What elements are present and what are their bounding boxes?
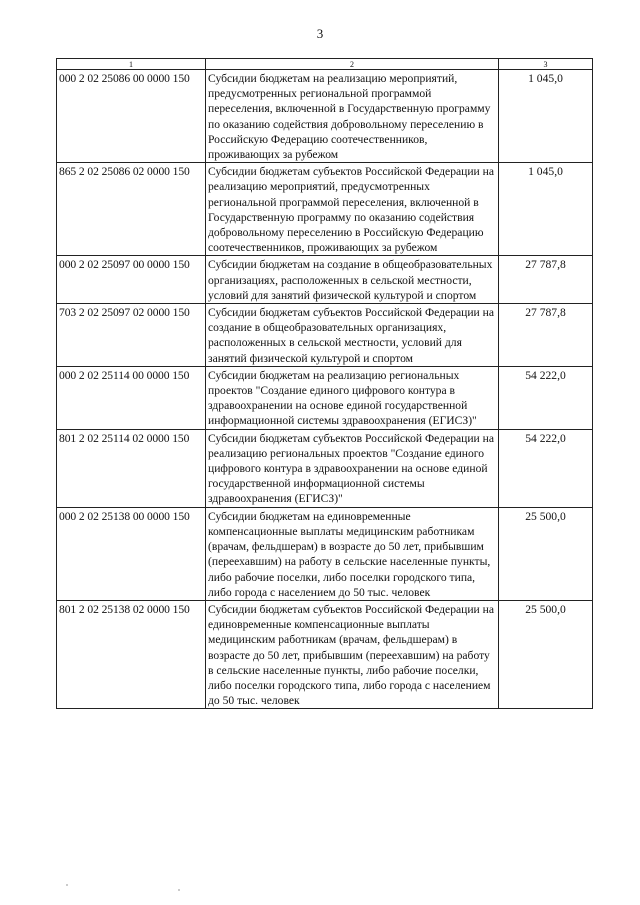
column-header-amount: 3 xyxy=(499,59,593,70)
row-description: Субсидии бюджетам на единовременные компенсационные выплаты медицинским работникам (врачам, фельдшерам) в возрасте до 50 лет, прибывшим (переехавшим) на работу в сельские населенные пункты, либо рабочие поселки, либо поселки городского типа, либо города с населением до 50 тыс. человек xyxy=(206,507,499,600)
row-description: Субсидии бюджетам субъектов Российской Федерации на единовременные компенсационные выплаты медицинским работникам (врачам, фельдшерам) в возрасте до 50 лет, прибывшим (переехавшим) на работу в сельские населенные пункты, либо рабочие поселки, либо поселки городского типа, либо города с населением до 50 тыс. человек xyxy=(206,600,499,708)
budget-table xyxy=(56,58,593,709)
table-row xyxy=(57,70,593,163)
column-header-code: 1 xyxy=(57,59,206,70)
row-amount: 27 787,8 xyxy=(499,304,593,367)
table-row xyxy=(57,163,593,256)
row-description: Субсидии бюджетам на реализацию региональных проектов "Создание единого цифрового контура в здравоохранении на основе единой государственной информационной системы здравоохранения (ЕГИСЗ)" xyxy=(206,366,499,429)
row-description: Субсидии бюджетам на реализацию мероприятий, предусмотренных региональной программой переселения, включенной в Государственную программу по оказанию содействия добровольному переселению в Российскую Федерацию соотечественников, проживающих за рубежом xyxy=(206,70,499,163)
row-amount: 54 222,0 xyxy=(499,429,593,507)
budget-code: 801 2 02 25138 02 0000 150 xyxy=(57,600,206,708)
row-description: Субсидии бюджетам субъектов Российской Федерации на реализацию региональных проектов "Создание единого цифрового контура в здравоохранении на основе единой государственной информационной системы здравоохранения (ЕГИСЗ)" xyxy=(206,429,499,507)
scan-speck xyxy=(66,884,68,886)
table-row xyxy=(57,600,593,708)
page-number: 3 xyxy=(316,26,324,41)
table-row xyxy=(57,304,593,367)
row-description: Субсидии бюджетам субъектов Российской Федерации на создание в общеобразовательных организациях, расположенных в сельской местности, условий для занятий физической культурой и спортом xyxy=(206,304,499,367)
budget-code: 801 2 02 25114 02 0000 150 xyxy=(57,429,206,507)
row-amount: 25 500,0 xyxy=(499,507,593,600)
scan-speck xyxy=(178,889,180,891)
table-row xyxy=(57,507,593,600)
table-row xyxy=(57,256,593,304)
table-row xyxy=(57,366,593,429)
table-row xyxy=(57,429,593,507)
budget-code: 703 2 02 25097 02 0000 150 xyxy=(57,304,206,367)
budget-code: 000 2 02 25138 00 0000 150 xyxy=(57,507,206,600)
row-description: Субсидии бюджетам субъектов Российской Федерации на реализацию мероприятий, предусмотренных региональной программой переселения, включенной в Государственную программу по оказанию содействия добровольному переселению в Российскую Федерацию соотечественников, проживающих за рубежом xyxy=(206,163,499,256)
budget-code: 000 2 02 25114 00 0000 150 xyxy=(57,366,206,429)
budget-code: 000 2 02 25097 00 0000 150 xyxy=(57,256,206,304)
row-amount: 27 787,8 xyxy=(499,256,593,304)
row-amount: 1 045,0 xyxy=(499,70,593,163)
row-amount: 1 045,0 xyxy=(499,163,593,256)
row-description: Субсидии бюджетам на создание в общеобразовательных организациях, расположенных в сельской местности, условий для занятий физической культурой и спортом xyxy=(206,256,499,304)
budget-code: 865 2 02 25086 02 0000 150 xyxy=(57,163,206,256)
column-header-description: 2 xyxy=(206,59,499,70)
budget-code: 000 2 02 25086 00 0000 150 xyxy=(57,70,206,163)
row-amount: 54 222,0 xyxy=(499,366,593,429)
row-amount: 25 500,0 xyxy=(499,600,593,708)
table-header-row xyxy=(57,59,593,70)
